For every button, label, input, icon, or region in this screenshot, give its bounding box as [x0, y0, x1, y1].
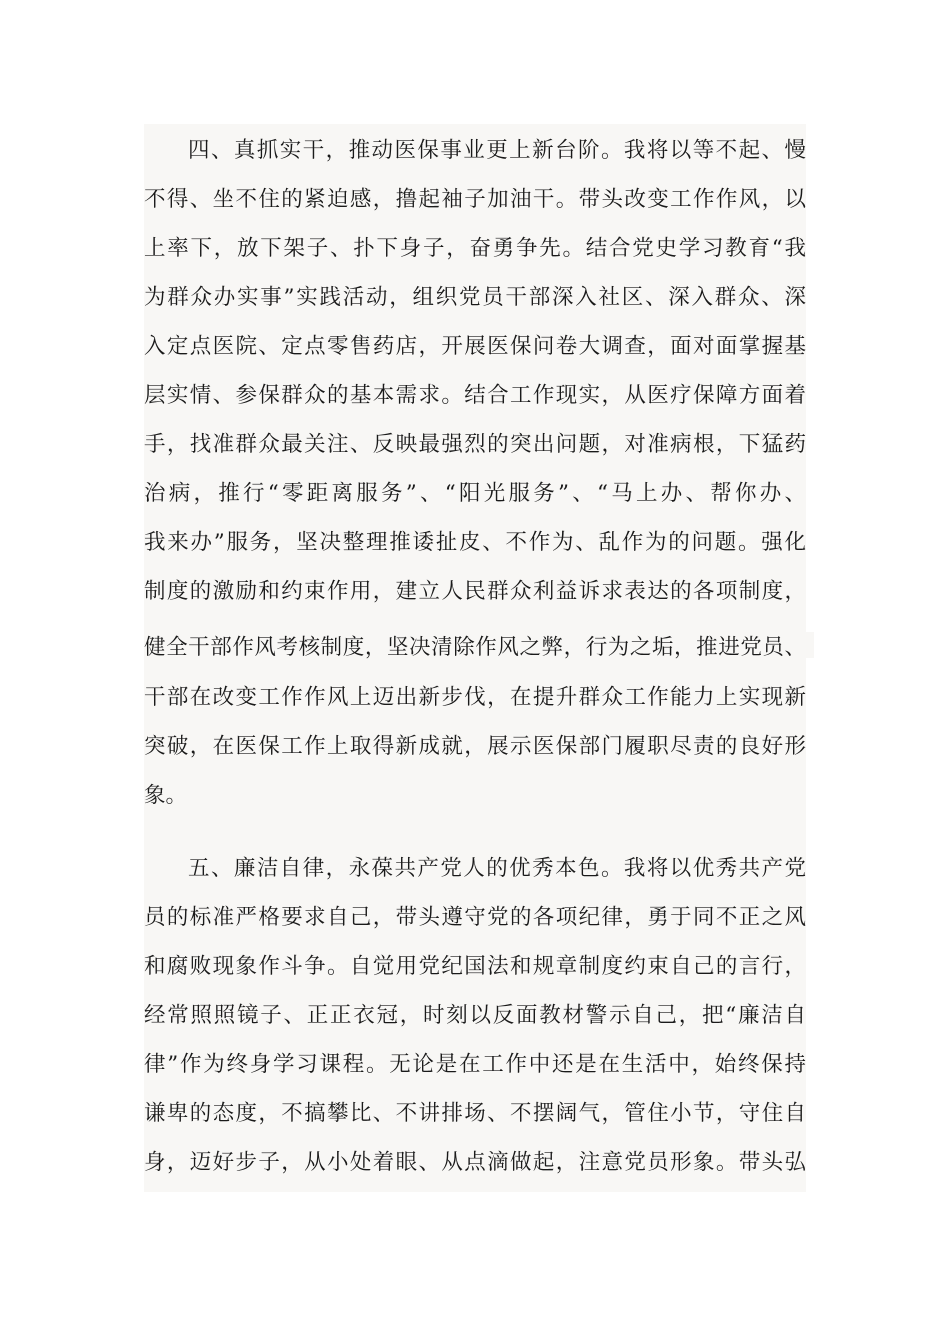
paragraph-4-line: 制度的激励和约束作用，建立人民群众利益诉求表达的各项制度， [144, 579, 806, 604]
paragraph-4-line: 突破，在医保工作上取得新成就，展示医保部门履职尽责的良好形 [144, 734, 806, 759]
paragraph-4-line: 象。 [144, 783, 188, 808]
paragraph-4-line: 健全干部作风考核制度，坚决清除作风之弊，行为之垢，推进党员、 [144, 635, 806, 660]
paragraph-4-line: 不得、坐不住的紧迫感，撸起袖子加油干。带头改变工作作风，以 [144, 187, 806, 212]
paragraph-5-line: 身，迈好步子，从小处着眼、从点滴做起，注意党员形象。带头弘 [144, 1150, 806, 1175]
paragraph-4-line: 上率下，放下架子、扑下身子，奋勇争先。结合党史学习教育“我 [144, 236, 806, 261]
paragraph-4-line: 入定点医院、定点零售药店，开展医保问卷大调查，面对面掌握基 [144, 334, 806, 359]
paragraph-4-line: 四、真抓实干，推动医保事业更上新台阶。我将以等不起、慢 [188, 138, 806, 163]
paragraph-4-line: 我来办”服务，坚决整理推诿扯皮、不作为、乱作为的问题。强化 [144, 530, 806, 555]
paragraph-4-line: 干部在改变工作作风上迈出新步伐，在提升群众工作能力上实现新 [144, 685, 806, 710]
paragraph-4-line: 层实情、参保群众的基本需求。结合工作现实，从医疗保障方面着 [144, 383, 806, 408]
paragraph-4-line: 治病，推行“零距离服务”、“阳光服务”、“马上办、帮你办、 [144, 481, 806, 506]
paragraph-5-line: 员的标准严格要求自己，带头遵守党的各项纪律，勇于同不正之风 [144, 905, 806, 930]
text-overflow-highlight [806, 632, 814, 658]
paragraph-5-line: 律”作为终身学习课程。无论是在工作中还是在生活中，始终保持 [144, 1052, 806, 1077]
paragraph-5-line: 经常照照镜子、正正衣冠，时刻以反面教材警示自己，把“廉洁自 [144, 1003, 806, 1028]
paragraph-4-line: 为群众办实事”实践活动，组织党员干部深入社区、深入群众、深 [144, 285, 806, 310]
text-block [144, 124, 806, 1192]
paragraph-5-line: 和腐败现象作斗争。自觉用党纪国法和规章制度约束自己的言行， [144, 954, 806, 979]
paragraph-5-line: 谦卑的态度，不搞攀比、不讲排场、不摆阔气，管住小节，守住自 [144, 1101, 806, 1126]
paragraph-4-line: 手，找准群众最关注、反映最强烈的突出问题，对准病根，下猛药 [144, 432, 806, 457]
paragraph-5-line: 五、廉洁自律，永葆共产党人的优秀本色。我将以优秀共产党 [188, 856, 806, 881]
